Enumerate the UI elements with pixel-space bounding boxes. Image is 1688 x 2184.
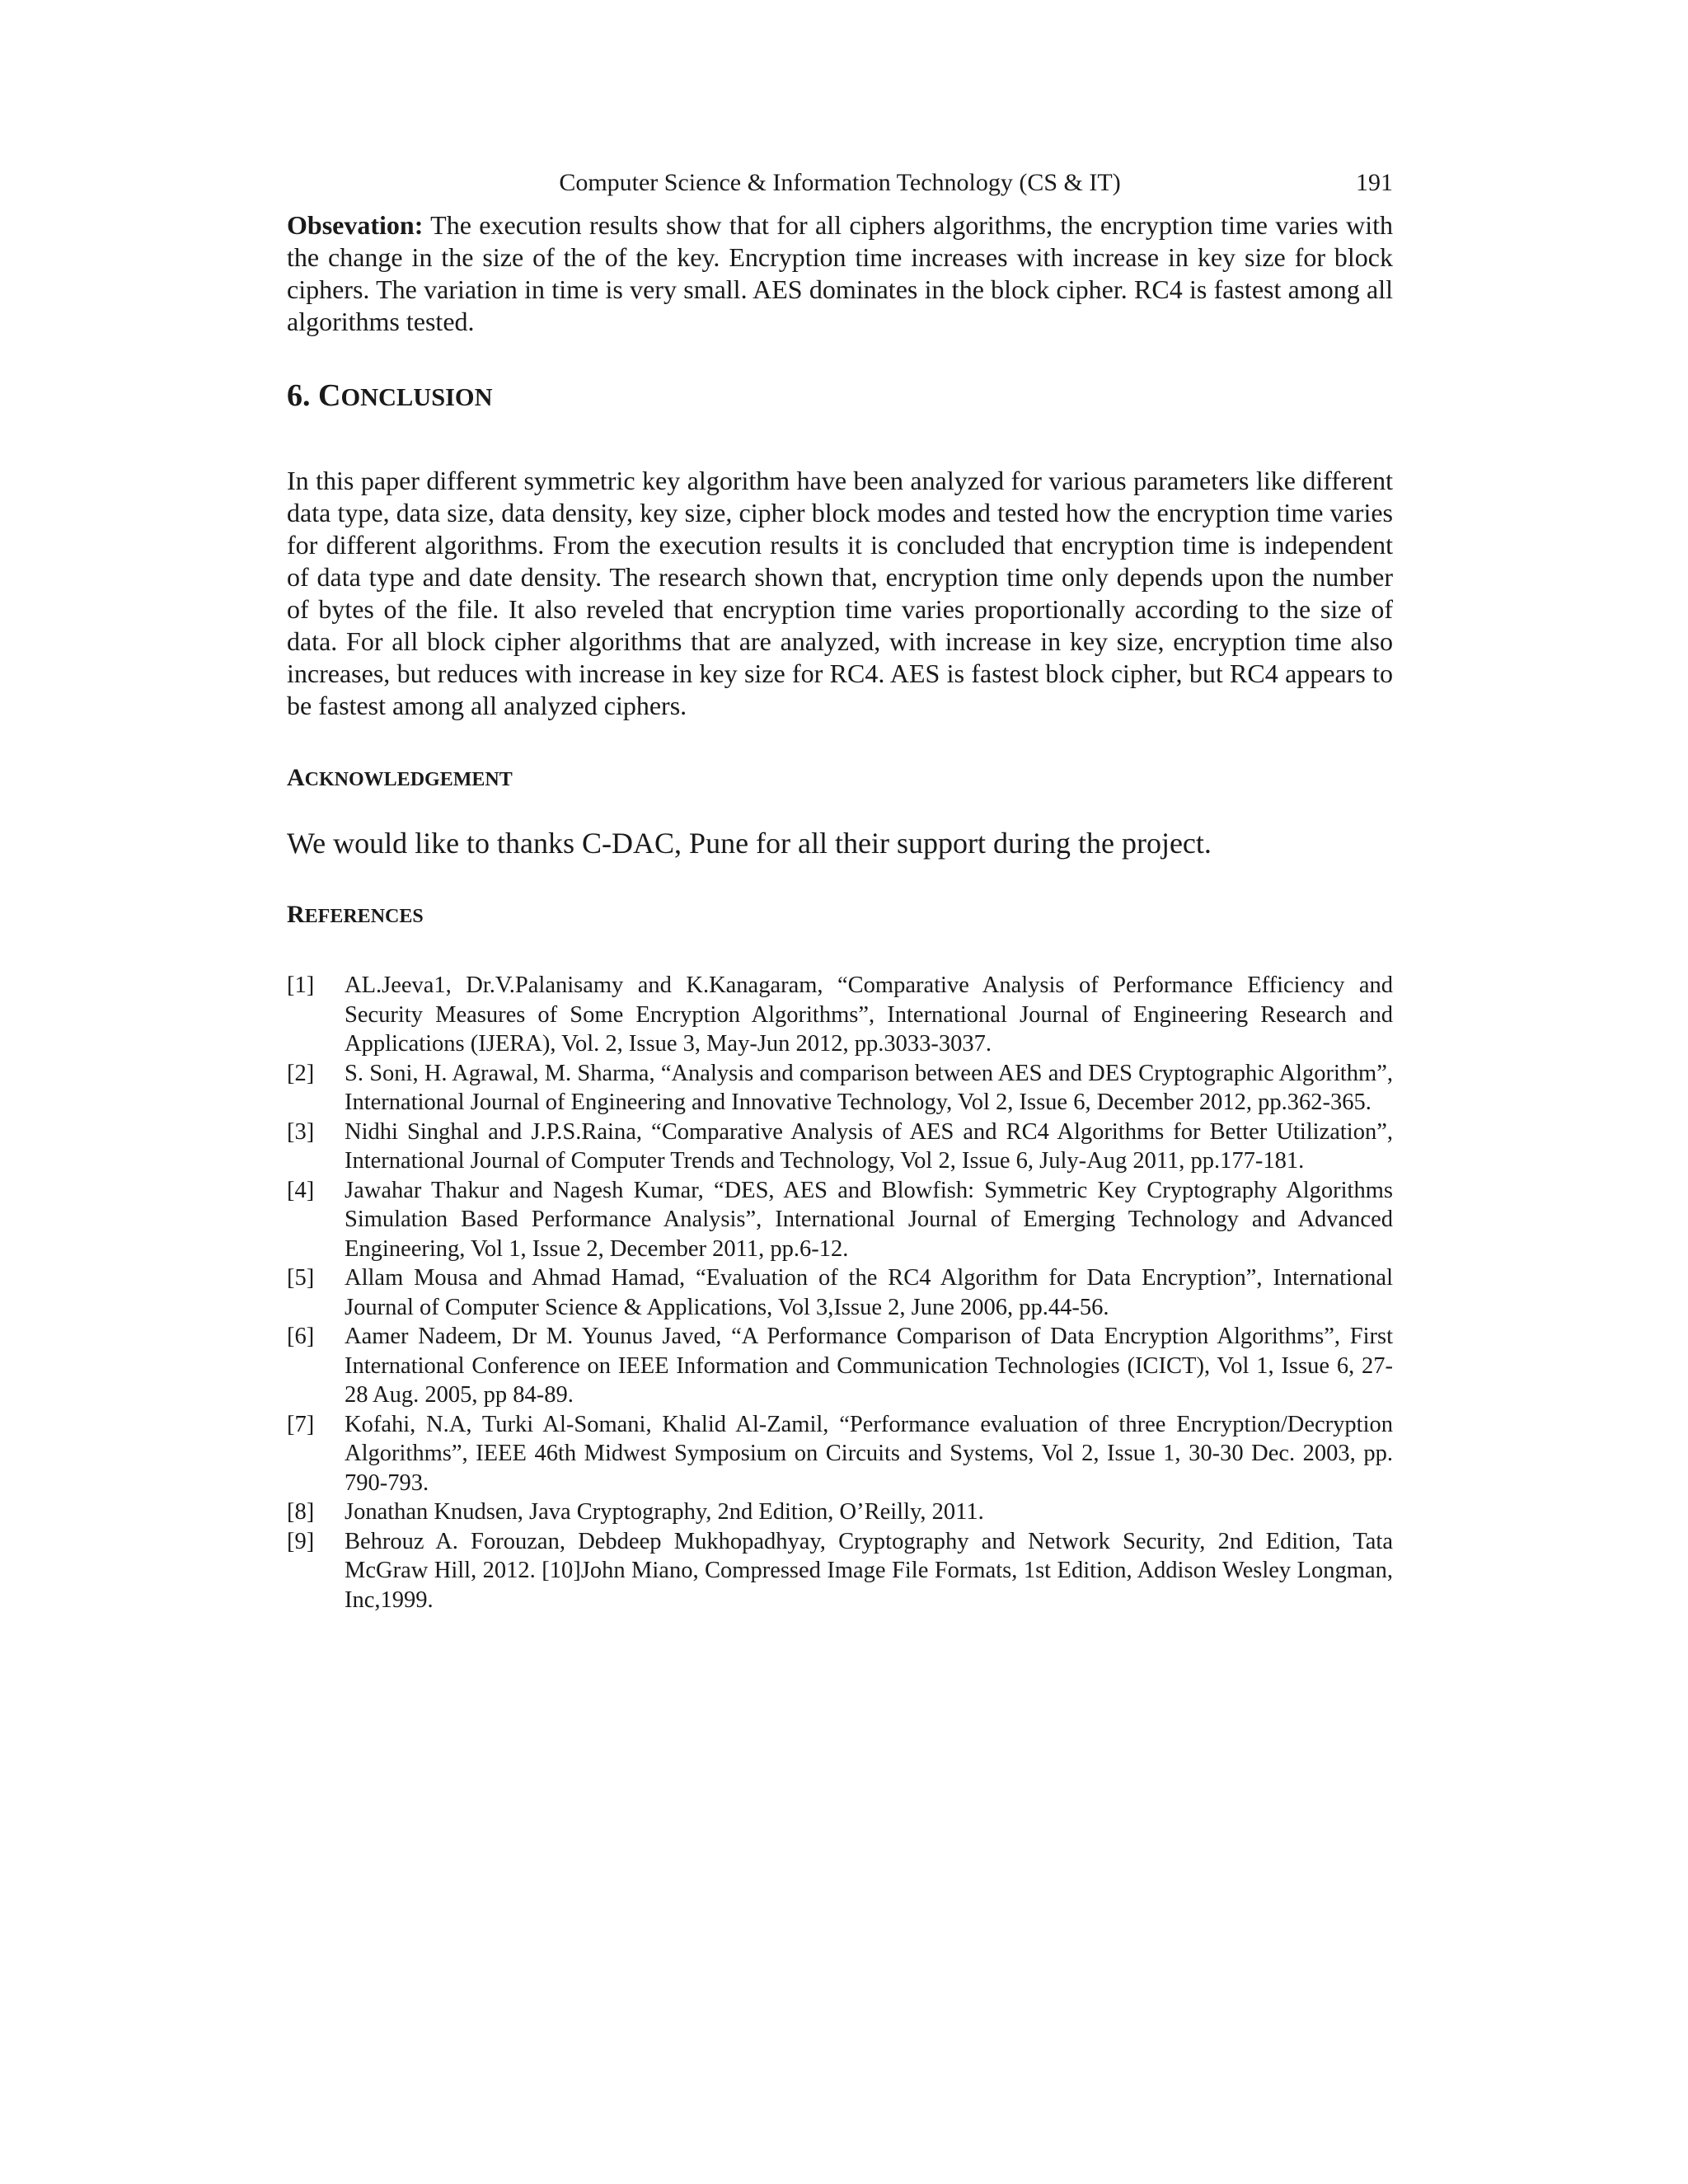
reference-item bbox=[287, 1322, 1393, 1410]
reference-text: Allam Mousa and Ahmad Hamad, “Evaluation of the RC4 Algorithm for Data Encryption”, International Journal of Computer Science & Applications, Vol 3,Issue 2, June 2006, pp.44-56. bbox=[345, 1265, 1393, 1320]
page-number: 191 bbox=[1356, 169, 1393, 196]
references-list bbox=[287, 971, 1393, 1615]
references-title-initial: R bbox=[287, 901, 305, 928]
reference-text: Jawahar Thakur and Nagesh Kumar, “DES, AES and Blowfish: Symmetric Key Cryptography Algorithms Simulation Based Performance Analysis”, International Journal of Emerging Technology and Advanced Engineering, Vol 1, Issue 2, December 2011, pp.6-12. bbox=[345, 1177, 1393, 1262]
reference-text: Kofahi, N.A, Turki Al-Somani, Khalid Al-Zamil, “Performance evaluation of three Encryption/Decryption Algorithms”, IEEE 46th Midwest Symposium on Circuits and Systems, Vol 2, Issue 1, 30-30 Dec. 2003, pp. 790-793. bbox=[345, 1411, 1393, 1496]
reference-item bbox=[287, 1497, 1393, 1527]
acknowledgement-title-rest: CKNOWLEDGEMENT bbox=[304, 769, 513, 790]
reference-number: [7] bbox=[287, 1411, 315, 1437]
reference-item bbox=[287, 1118, 1393, 1176]
reference-number: [6] bbox=[287, 1324, 315, 1349]
reference-item bbox=[287, 1176, 1393, 1264]
reference-item bbox=[287, 1059, 1393, 1118]
running-header bbox=[287, 165, 1393, 201]
reference-text: S. Soni, H. Agrawal, M. Sharma, “Analysis and comparison between AES and DES Cryptographic Algorithm”, International Journal of Engineering and Innovative Technology, Vol 2, Issue 6, December 2012, pp.362-365. bbox=[345, 1060, 1393, 1115]
reference-text: Behrouz A. Forouzan, Debdeep Mukhopadhyay, Cryptography and Network Security, 2nd Edition, Tata McGraw Hill, 2012. [10]John Miano, Compressed Image File Formats, 1st Edition, Addison Wesley Longman, Inc,1999. bbox=[345, 1528, 1393, 1613]
acknowledgement-paragraph: We would like to thanks C-DAC, Pune for all their support during the project. bbox=[287, 827, 1212, 860]
reference-number: [5] bbox=[287, 1265, 315, 1291]
reference-item bbox=[287, 1527, 1393, 1615]
reference-text: Jonathan Knudsen, Java Cryptography, 2nd Edition, O’Reilly, 2011. bbox=[345, 1499, 984, 1525]
conclusion-paragraph: In this paper different symmetric key algorithm have been analyzed for various parameters like different data type, data size, data density, key size, cipher block modes and tested how the encryption time varies for different algorithms. From the execution results it is concluded that encryption time is independent of data type and date density. The research shown that, encryption time only depends upon the number of bytes of the file. It also reveled that encryption time varies proportionally according to the size of data. For all block cipher algorithms that are analyzed, with increase in key size, encryption time also increases, but reduces with increase in key size for RC4. AES is fastest block cipher, but RC4 appears to be fastest among all analyzed ciphers. bbox=[287, 466, 1393, 720]
reference-number: [9] bbox=[287, 1528, 315, 1554]
reference-item bbox=[287, 971, 1393, 1059]
reference-text: Nidhi Singhal and J.P.S.Raina, “Comparative Analysis of AES and RC4 Algorithms for Better Utilization”, International Journal of Computer Trends and Technology, Vol 2, Issue 6, July-Aug 2011, pp.177-181. bbox=[345, 1118, 1393, 1174]
conclusion-title-rest: ONCLUSION bbox=[340, 383, 493, 411]
conclusion-heading bbox=[287, 377, 1393, 415]
reference-item bbox=[287, 1263, 1393, 1322]
acknowledgement-title-initial: A bbox=[287, 764, 305, 791]
references-heading bbox=[287, 900, 1393, 931]
references-title-rest: EFERENCES bbox=[304, 906, 424, 927]
conclusion-number: 6. bbox=[287, 378, 311, 413]
reference-text: Aamer Nadeem, Dr M. Younus Javed, “A Performance Comparison of Data Encryption Algorithms”, First International Conference on IEEE Information and Communication Technologies (ICICT), Vol 1, Issue 6, 27-28 Aug. 2005, pp 84-89. bbox=[345, 1324, 1393, 1408]
reference-number: [2] bbox=[287, 1060, 315, 1086]
reference-number: [1] bbox=[287, 972, 315, 998]
observation-label: Obsevation: bbox=[287, 210, 424, 240]
observation-paragraph bbox=[287, 209, 1393, 338]
reference-number: [4] bbox=[287, 1177, 315, 1203]
reference-number: [8] bbox=[287, 1499, 315, 1525]
reference-item bbox=[287, 1410, 1393, 1498]
document-page bbox=[287, 165, 1393, 1615]
conclusion-title-initial: C bbox=[318, 378, 341, 413]
reference-text: AL.Jeeva1, Dr.V.Palanisamy and K.Kanagaram, “Comparative Analysis of Performance Efficiency and Security Measures of Some Encryption Algorithms”, International Journal of Engineering Research and Applications (IJERA), Vol. 2, Issue 3, May-Jun 2012, pp.3033-3037. bbox=[345, 972, 1393, 1057]
journal-name: Computer Science & Information Technology (CS & IT) bbox=[559, 169, 1121, 196]
acknowledgement-heading bbox=[287, 763, 1393, 794]
reference-number: [3] bbox=[287, 1118, 315, 1145]
observation-text: The execution results show that for all ciphers algorithms, the encryption time varies with the change in the size of the of the key. Encryption time increases with increase in key size for block ciphers. The variation in time is very small. AES dominates in the block cipher. RC4 is fastest among all algorithms tested. bbox=[287, 210, 1394, 336]
